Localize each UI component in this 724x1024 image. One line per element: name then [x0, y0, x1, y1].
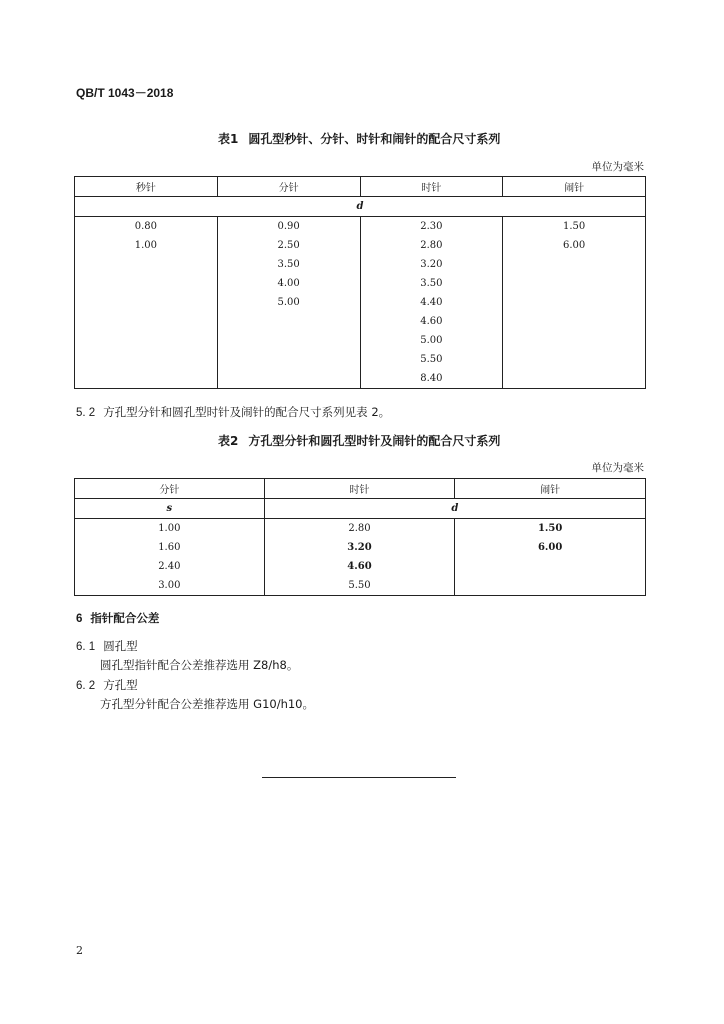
table-cell: 3.00 [75, 576, 265, 596]
table-row [75, 312, 646, 331]
table-row [75, 576, 646, 596]
table-cell: 3.50 [217, 255, 360, 274]
table-cell [503, 255, 646, 274]
section-6-heading [76, 610, 159, 626]
table-row [75, 331, 646, 350]
table-row [75, 538, 646, 557]
table-cell: 1.50 [503, 217, 646, 237]
table-row [75, 369, 646, 389]
table-cell: 3.20 [360, 255, 503, 274]
table-cell: 1.60 [75, 538, 265, 557]
table1-col-header: 分针 [217, 177, 360, 197]
table-cell: 0.90 [217, 217, 360, 237]
table1-symbol-row [75, 197, 646, 217]
table2-title: 方孔型分针和圆孔型时针及闹针的配合尺寸系列 [248, 434, 501, 448]
table-cell: 1.00 [75, 236, 218, 255]
section-text: 方孔型分针和圆孔型时针及闹针的配合尺寸系列见表 2。 [103, 405, 391, 419]
table-row [75, 255, 646, 274]
table-cell: 5.50 [264, 576, 455, 596]
table-cell [503, 369, 646, 389]
table-cell [75, 293, 218, 312]
table-cell [75, 350, 218, 369]
table1-symbol: d [75, 197, 646, 217]
table-row [75, 217, 646, 237]
table-cell: 6.00 [455, 538, 646, 557]
section-6-2-text: 方孔型分针配合公差推荐选用 G10/h10。 [100, 697, 314, 711]
section-number: 5. 2 [76, 407, 96, 419]
table-row [75, 350, 646, 369]
table-cell [75, 331, 218, 350]
table-cell [217, 350, 360, 369]
end-rule [262, 777, 456, 778]
table1-title: 圆孔型秒针、分针、时针和闹针的配合尺寸系列 [248, 132, 501, 146]
table-cell [75, 255, 218, 274]
table2-caption [218, 432, 500, 449]
table-cell [75, 369, 218, 389]
section-6-2-heading [76, 677, 138, 693]
table-cell: 4.60 [360, 312, 503, 331]
section-number: 6. 2 [76, 680, 96, 692]
table2-unit: 单位为毫米 [591, 462, 644, 474]
table-cell: 2.30 [360, 217, 503, 237]
table-cell [503, 274, 646, 293]
section-number: 6. 1 [76, 641, 96, 653]
table-cell: 1.50 [455, 519, 646, 539]
section-title: 方孔型 [103, 678, 138, 692]
table1-number: 表1 [218, 132, 239, 146]
table-cell: 5.00 [217, 293, 360, 312]
table2-col-header: 闹针 [455, 479, 646, 499]
table-cell: 2.80 [360, 236, 503, 255]
page-number: 2 [76, 944, 83, 957]
table2-symbol-left: s [75, 499, 265, 519]
table2 [74, 478, 646, 596]
section-6-1-text: 圆孔型指针配合公差推荐选用 Z8/h8。 [100, 658, 299, 672]
table-cell [503, 312, 646, 331]
table1-col-header: 闹针 [503, 177, 646, 197]
table-row [75, 236, 646, 255]
table1-header-row [75, 177, 646, 197]
table-cell: 5.00 [360, 331, 503, 350]
table2-symbol-row [75, 499, 646, 519]
table-cell: 2.50 [217, 236, 360, 255]
section-number: 6 [76, 613, 83, 625]
table-cell [503, 293, 646, 312]
table-cell [75, 312, 218, 331]
table1-col-header: 时针 [360, 177, 503, 197]
section-6-1-heading [76, 638, 138, 654]
table1 [74, 176, 646, 389]
table2-col-header: 分针 [75, 479, 265, 499]
table1-caption [218, 130, 500, 147]
table-cell [503, 331, 646, 350]
table2-col-header: 时针 [264, 479, 455, 499]
table-cell: 6.00 [503, 236, 646, 255]
section-title: 圆孔型 [103, 639, 138, 653]
table2-header-row [75, 479, 646, 499]
table-cell [455, 576, 646, 596]
table-cell [455, 557, 646, 576]
table-cell: 5.50 [360, 350, 503, 369]
table-cell: 8.40 [360, 369, 503, 389]
table-cell: 1.00 [75, 519, 265, 539]
standard-code: QB/T 1043－2018 [76, 86, 174, 100]
table-row [75, 274, 646, 293]
table-cell: 3.20 [264, 538, 455, 557]
table-row [75, 557, 646, 576]
table-cell: 0.80 [75, 217, 218, 237]
table-cell [217, 331, 360, 350]
section-5-2 [76, 404, 390, 420]
table2-number: 表2 [218, 434, 239, 448]
table-cell: 4.40 [360, 293, 503, 312]
table-row [75, 293, 646, 312]
table1-unit: 单位为毫米 [591, 161, 644, 173]
table-cell: 4.00 [217, 274, 360, 293]
table-cell: 2.80 [264, 519, 455, 539]
table-cell [75, 274, 218, 293]
table-cell: 2.40 [75, 557, 265, 576]
table-cell [217, 312, 360, 331]
table-cell [217, 369, 360, 389]
table-cell [503, 350, 646, 369]
table-cell: 3.50 [360, 274, 503, 293]
table-cell: 4.60 [264, 557, 455, 576]
table1-col-header: 秒针 [75, 177, 218, 197]
section-title: 指针配合公差 [90, 611, 160, 625]
table2-symbol-right: d [264, 499, 645, 519]
table-row [75, 519, 646, 539]
